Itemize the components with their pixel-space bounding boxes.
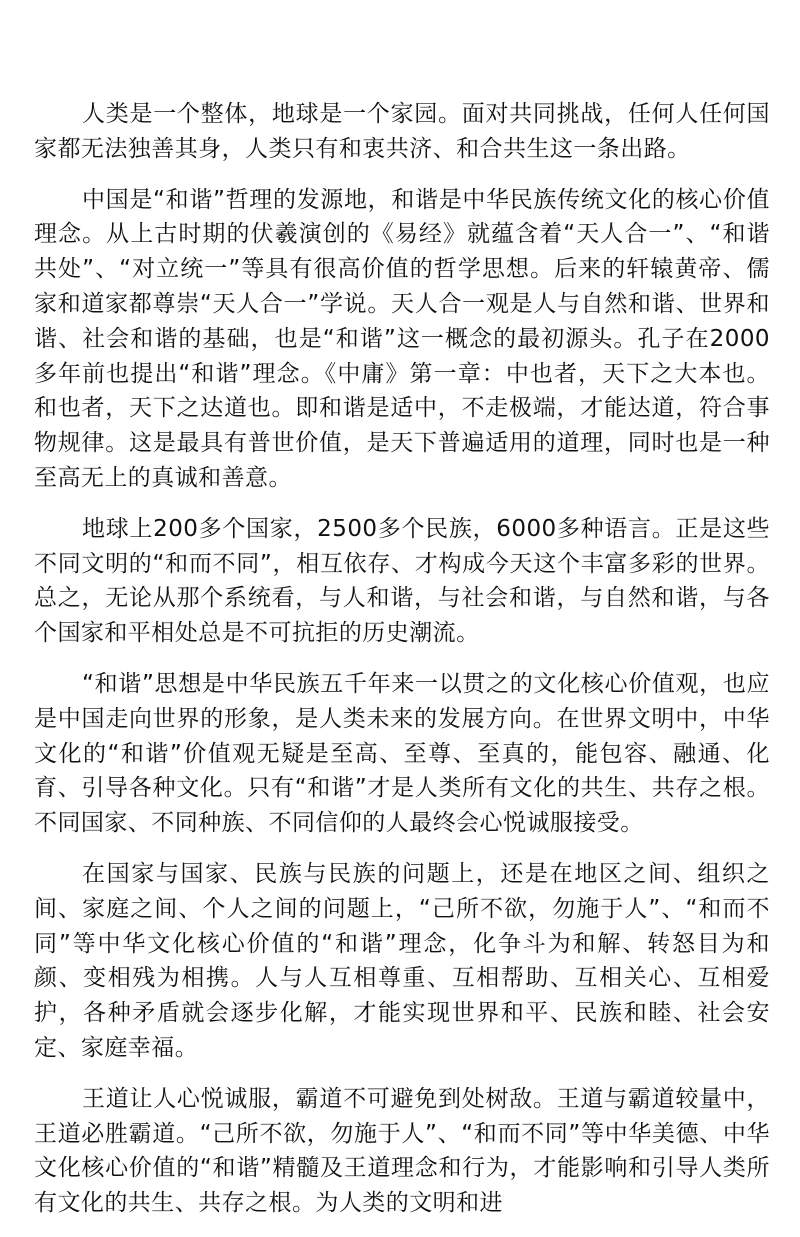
paragraph-4: “和谐”思想是中华民族五千年来一以贯之的文化核心价值观，也应是中国走向世界的形象，是人类未来的发展方向。在世界文明中，中华文化的“和谐”价值观无疑是至高、至尊、至真的，能包容、融通、化育、引导各种文化。只有“和谐”才是人类所有文化的共生、共存之根。不同国家、不同种族、不同信仰的人最终会心悦诚服接受。 — [34, 670, 770, 837]
paragraph-1: 人类是一个整体，地球是一个家园。面对共同挑战，任何人任何国家都无法独善其身，人类只有和衷共济、和合共生这一条出路。 — [34, 101, 770, 162]
paragraph-5: 在国家与国家、民族与民族的问题上，还是在地区之间、组织之间、家庭之间、个人之间的问题上，“己所不欲，勿施于人”、“和而不同”等中华文化核心价值的“和谐”理念，化争斗为和解、转怒目为和颜、变相残为相携。人与人互相尊重、互相帮助、互相关心、互相爱护，各种矛盾就会逐步化解，才能实现世界和平、民族和睦、社会安定、家庭幸福。 — [34, 860, 770, 1061]
paragraph-2: 中国是“和谐”哲理的发源地，和谐是中华民族传统文化的核心价值理念。从上古时期的伏羲演创的《易经》就蕴含着“天人合一”、“和谐共处”、“对立统一”等具有很高价值的哲学思想。后来的轩辕黄帝、儒家和道家都尊崇“天人合一”学说。天人合一观是人与自然和谐、世界和谐、社会和谐的基础，也是“和谐”这一概念的最初源头。孔子在2000多年前也提出“和谐”理念。《中庸》第一章：中也者，天下之大本也。和也者，天下之达道也。即和谐是适中，不走极端，才能达道，符合事物规律。这是最具有普世价值，是天下普遍适用的道理，同时也是一种至高无上的真诚和善意。 — [34, 186, 770, 491]
paragraph-3: 地球上200多个国家，2500多个民族，6000多种语言。正是这些不同文明的“和而不同”，相互依存、才构成今天这个丰富多彩的世界。总之，无论从那个系统看，与人和谐，与社会和谐，与自然和谐，与各个国家和平相处总是不可抗拒的历史潮流。 — [34, 515, 770, 647]
document-body — [34, 97, 770, 1237]
paragraph-6: 王道让人心悦诚服，霸道不可避免到处树敌。王道与霸道较量中，王道必胜霸道。“己所不欲，勿施于人”、“和而不同”等中华美德、中华文化核心价值的“和谐”精髓及王道理念和行为，才能影响和引导人类所有文化的共生、共存之根。为人类的文明和进 — [34, 1085, 770, 1217]
